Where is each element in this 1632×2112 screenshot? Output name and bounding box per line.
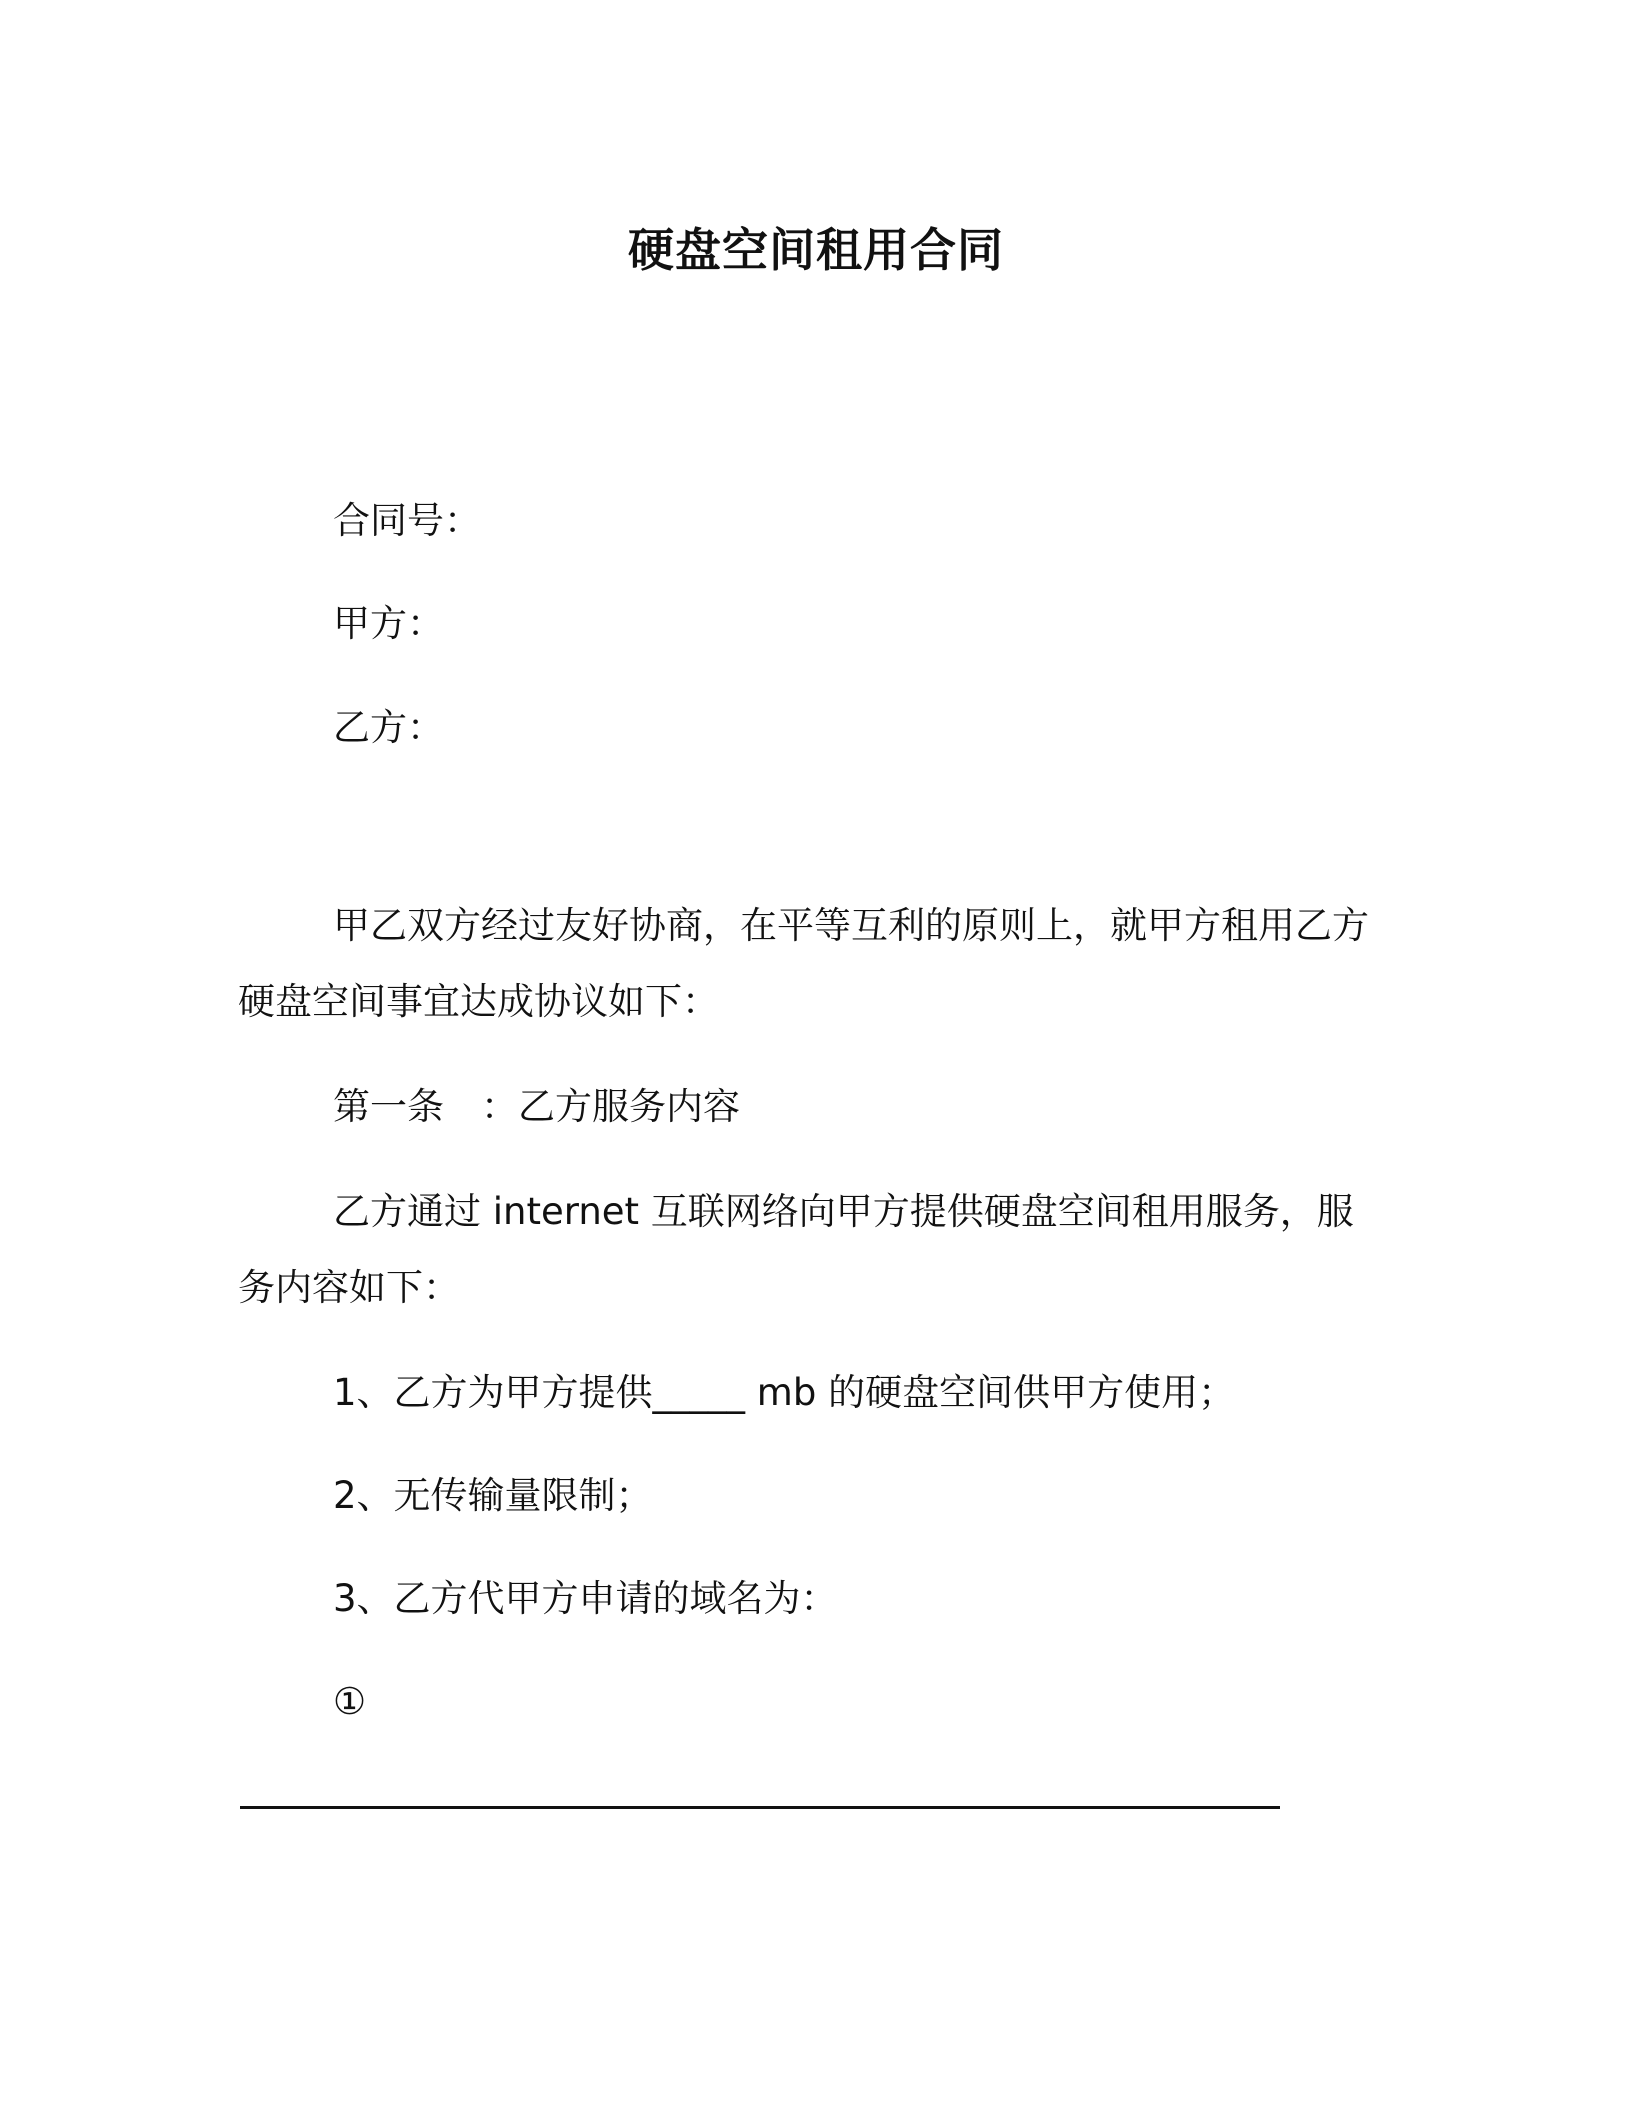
list-item: 3、乙方代甲方申请的域名为：: [333, 1577, 838, 1620]
article-1-intro-line-1: 乙方通过 internet 互联网络向甲方提供硬盘空间租用服务，服: [333, 1190, 1354, 1233]
list-item: 2、无传输量限制；: [333, 1474, 653, 1517]
preamble-line-1: 甲乙双方经过友好协商，在平等互利的原则上，就甲方租用乙方: [333, 904, 1369, 947]
preamble-line-2: 硬盘空间事宜达成协议如下：: [238, 980, 719, 1023]
party-b-field: 乙方：: [333, 706, 444, 749]
article-1-heading: 第一条 ：乙方服务内容: [333, 1085, 740, 1128]
list-item: 1、乙方为甲方提供_____ mb 的硬盘空间供甲方使用；: [333, 1371, 1236, 1414]
party-a-field: 甲方：: [333, 602, 444, 645]
blank-fill-line: [240, 1806, 1280, 1809]
article-1-intro-line-2: 务内容如下：: [238, 1266, 460, 1309]
circled-number-marker: ①: [333, 1680, 367, 1723]
document-title: 硬盘空间租用合同: [628, 223, 1004, 277]
contract-number-field: 合同号：: [333, 499, 481, 542]
